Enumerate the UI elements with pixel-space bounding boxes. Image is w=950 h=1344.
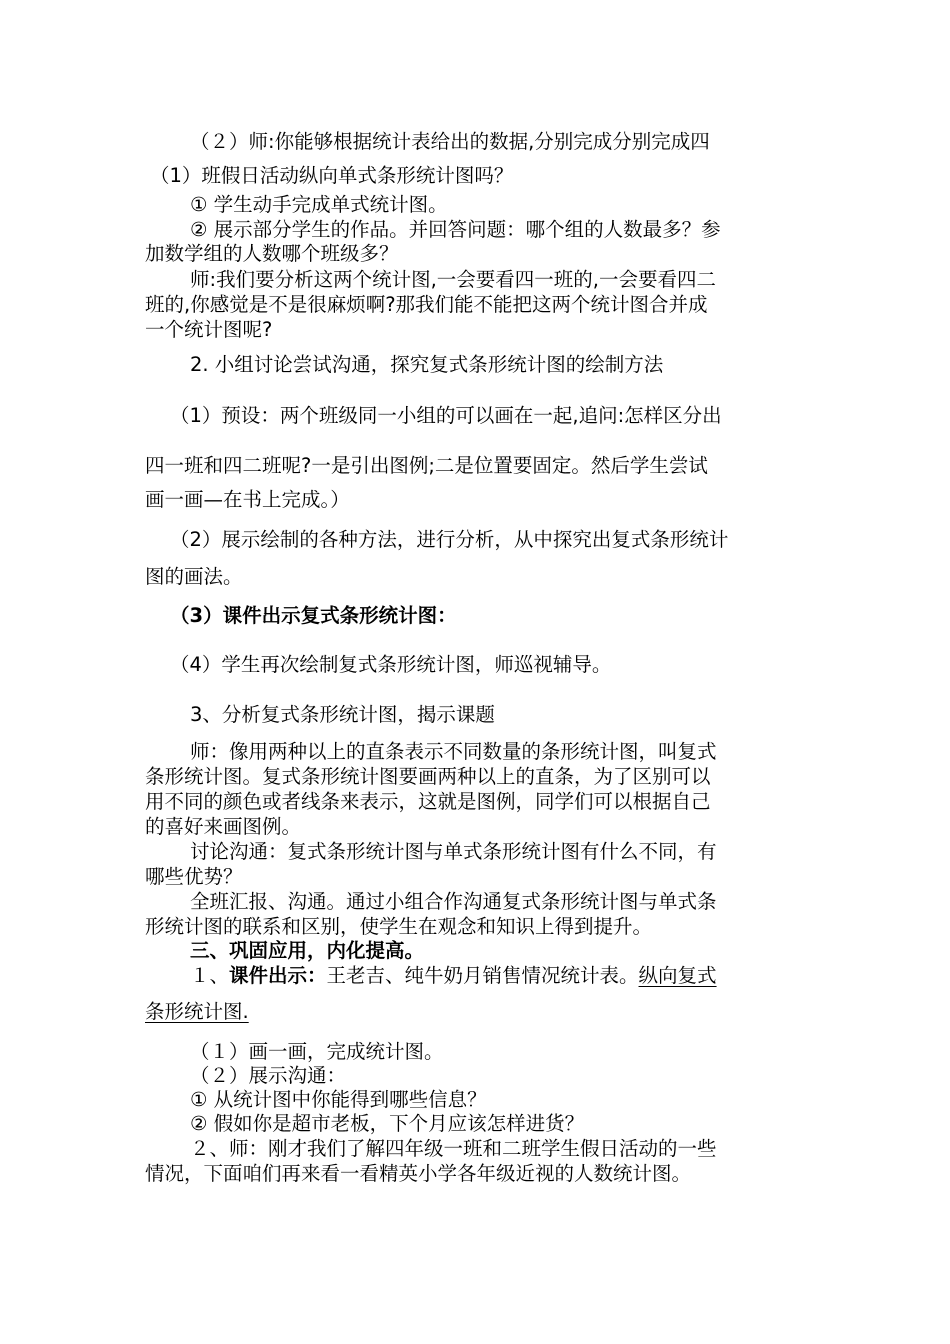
para-line-14: 图的画法。 xyxy=(145,565,243,588)
section-heading-3: 3、分析复式条形统计图，揭示课题 xyxy=(190,703,495,726)
para-line-32: （１）画一画，完成统计图。 xyxy=(190,1040,444,1063)
para-line-10: （1）预设：两个班级同一小组的可以画在一起,追问:怎样区分出 xyxy=(170,404,722,427)
para-line-20: 用不同的颜色或者线条来表示，这就是图例，同学们可以根据自己 xyxy=(145,790,711,813)
para-line-2: （1）班假日活动纵向单式条形统计图吗？ xyxy=(150,164,514,187)
section-heading-2: 2. 小组讨论尝试沟通，探究复式条形统计图的绘制方法 xyxy=(190,353,664,376)
para-line-3: ① 学生动手完成单式统计图。 xyxy=(190,193,448,216)
para-line-11: 四一班和四二班呢?一是引出图例;二是位置要固定。然后学生尝试 xyxy=(145,454,708,477)
underlined-text: 纵向复式 xyxy=(638,964,717,987)
para-line-34: ① 从统计图中你能得到哪些信息？ xyxy=(190,1088,487,1111)
para-line-24: 全班汇报、沟通。通过小组合作沟通复式条形统计图与单式条 xyxy=(190,890,717,913)
para-line-6: 师:我们要分析这两个统计图,一会要看四一班的,一会要看四二 xyxy=(190,268,716,291)
courseware-text: 王老吉、纯牛奶月销售情况统计表。 xyxy=(326,964,639,987)
para-line-5: 加数学组的人数哪个班级多？ xyxy=(145,242,399,265)
bold-item-3: （3）课件出示复式条形统计图： xyxy=(170,604,457,627)
para-line-13: （2）展示绘制的各种方法，进行分析，从中探究出复式条形统计 xyxy=(170,528,729,551)
para-line-1: （２）师:你能够根据统计表给出的数据,分别完成分别完成四 xyxy=(190,130,710,153)
para-line-7: 班的,你感觉是不是很麻烦啊?那我们能不能把这两个统计图合并成 xyxy=(145,293,708,316)
para-line-35: ② 假如你是超市老板，下个月应该怎样进货？ xyxy=(190,1112,585,1135)
para-line-36: ２、师：刚才我们了解四年级一班和二班学生假日活动的一些 xyxy=(190,1137,717,1160)
para-line-33: （２）展示沟通： xyxy=(190,1064,347,1087)
underlined-line: 条形统计图. xyxy=(145,1000,249,1023)
para-line-4: ② 展示部分学生的作品。并回答问题：哪个组的人数最多？参 xyxy=(190,218,721,241)
para-line-19: 条形统计图。复式条形统计图要画两种以上的直条，为了区别可以 xyxy=(145,765,711,788)
section-heading-three: 三、巩固应用，内化提高。 xyxy=(190,939,425,962)
para-line-23: 哪些优势？ xyxy=(145,865,243,888)
para-line-25: 形统计图的联系和区别，使学生在观念和知识上得到提升。 xyxy=(145,915,653,938)
para-line-16: （4）学生再次绘制复式条形统计图，师巡视辅导。 xyxy=(170,653,612,676)
para-line-37: 情况，下面咱们再来看一看精英小学各年级近视的人数统计图。 xyxy=(145,1162,692,1185)
para-line-8: 一个统计图呢? xyxy=(145,318,273,341)
para-line-21: 的喜好来画图例。 xyxy=(145,815,302,838)
courseware-label: 课件出示： xyxy=(229,964,327,987)
item-number: １、 xyxy=(190,964,230,987)
para-line-12: 画一画—在书上完成。） xyxy=(145,488,350,511)
para-line-27 xyxy=(190,966,717,986)
para-line-18: 师：像用两种以上的直条表示不同数量的条形统计图，叫复式 xyxy=(190,740,717,763)
para-line-22: 讨论沟通：复式条形统计图与单式条形统计图有什么不同，有 xyxy=(190,840,717,863)
